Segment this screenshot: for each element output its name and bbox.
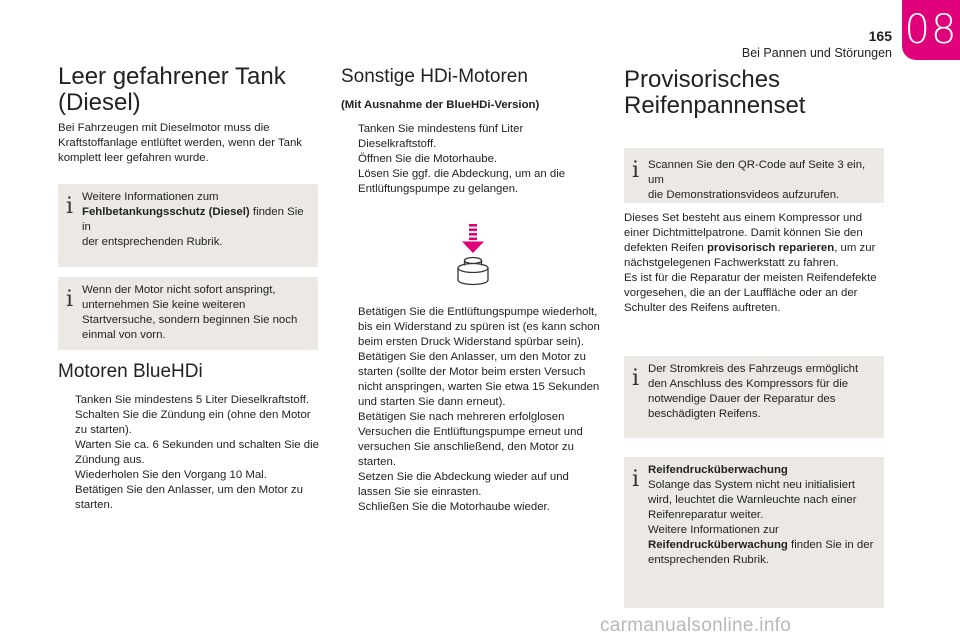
text-line: Es ist für die Reparatur der meisten Reifendefekte (624, 272, 877, 284)
pump-knob-icon (458, 258, 488, 285)
text-line: komplett leer gefahren wurde. (58, 152, 209, 164)
info-icon: i (66, 194, 74, 219)
text-line: vorgesehen, die an der Lauffläche oder an der (624, 287, 858, 299)
title-line: Provisorisches (624, 66, 781, 93)
list-item: Tanken Sie mindestens fünf Liter Dieselkraftstoff. (358, 123, 524, 150)
text-line: Weitere Informationen zur (648, 524, 779, 536)
info-box-tpms (624, 457, 884, 608)
section-title-hdi: Sonstige HDi-Motoren (341, 66, 528, 87)
text-line: Startversuche, sondern beginnen Sie noch (82, 314, 298, 326)
text-line: Kraftstoffanlage entlüftet werden, wenn der Tank (58, 137, 303, 149)
text-line: unternehmen Sie keine weiteren (82, 299, 246, 311)
text-line: beschädigten Reifens. (648, 408, 761, 420)
running-title: Bei Pannen und Störungen (741, 46, 892, 60)
list-item: Schließen Sie die Motorhaube wieder. (358, 501, 550, 513)
info-box-restart (58, 277, 318, 350)
text-fragment: finden Sie in (82, 206, 304, 233)
list-item: Öffnen Sie die Motorhaube. (358, 153, 498, 165)
text-line: Dieses Set besteht aus einem Kompressor und (624, 212, 863, 224)
text-line: notwendige Dauer der Reparatur des (648, 393, 836, 405)
info-icon: i (66, 287, 74, 312)
text-line: der entsprechenden Rubrik. (82, 236, 223, 248)
info-icon: i (632, 158, 640, 183)
text-line: wird, leuchtet die Warnleuchte nach einer (648, 494, 857, 506)
section-title-repair-kit (624, 67, 884, 119)
list-item: Lösen Sie ggf. die Abdeckung, um an die Entlüftungspumpe zu gelangen. (358, 168, 566, 195)
bold-text: provisorisch reparieren (706, 242, 835, 254)
text-line: einmal von vorn. (82, 329, 166, 341)
title-line: Leer gefahrener Tank (58, 63, 286, 90)
info-box-qr-code (624, 148, 884, 203)
bold-text: Fehlbetankungsschutz (Diesel) (82, 206, 250, 218)
list-item: Betätigen Sie den Anlasser, um den Motor zu starten. (75, 484, 303, 511)
list-item: Tanken Sie mindestens 5 Liter Dieselkraftstoff. (75, 394, 310, 406)
text-line: entsprechenden Rubrik. (648, 554, 769, 566)
hdi-steps-after (341, 305, 603, 515)
text-line: einer Dichtmittelpatrone. Damit können Sie den (624, 227, 863, 239)
bold-text: Reifendrucküberwachung (648, 539, 788, 551)
list-item: Betätigen Sie nach mehreren erfolglosen Versuchen die Entlüftungspumpe erneut und versuchen Sie anschließend, den Motor zu starten. (358, 411, 583, 468)
watermark: carmanualsonline.info (600, 615, 792, 636)
text-line: Weitere Informationen zum (82, 191, 219, 203)
chapter-tab (902, 0, 960, 60)
section-title-empty-tank (58, 64, 318, 116)
list-item: Setzen Sie die Abdeckung wieder auf und lassen Sie sie einrasten. (358, 471, 569, 498)
text-line: Wenn der Motor nicht sofort anspringt, (82, 284, 276, 296)
section-subtitle: (Mit Ausnahme der BlueHDi-Version) (341, 99, 540, 111)
list-item: Schalten Sie die Zündung ein (ohne den Motor zu starten). (75, 409, 311, 436)
priming-pump-icon (448, 222, 498, 290)
text-line: Solange das System nicht neu initialisiert (648, 479, 856, 491)
text-line (82, 205, 312, 235)
text-line: nächstgelegenen Fachwerkstatt zu fahren. (624, 257, 839, 269)
text-line: defekten Reifen provisorisch reparieren, um zur (624, 242, 876, 254)
text-line: Der Stromkreis des Fahrzeugs ermöglicht (648, 363, 859, 375)
press-arrow-icon (462, 224, 484, 253)
list-item: Betätigen Sie die Entlüftungspumpe wiederholt, bis ein Widerstand zu spüren ist (es kann schon beim ersten Druck Widerstand spürbar sein). (358, 306, 600, 348)
list-item: Wiederholen Sie den Vorgang 10 Mal. (75, 469, 267, 481)
text-line: Reifenreparatur weiter. (648, 509, 764, 521)
hdi-steps-before (341, 122, 603, 197)
intro-paragraph (58, 121, 320, 166)
text-line: den Anschluss des Kompressors für die (648, 378, 849, 390)
title-line: Reifenpannenset (624, 92, 806, 119)
text-line: die Demonstrationsvideos aufzurufen. (648, 189, 840, 201)
info-box-circuit (624, 356, 884, 438)
text-line: Schulter des Reifens auftreten. (624, 302, 781, 314)
chapter-number: 08 (904, 7, 958, 53)
info-icon: i (632, 366, 640, 391)
text-line: Scannen Sie den QR-Code auf Seite 3 ein, um (648, 159, 866, 186)
list-item: Warten Sie ca. 6 Sekunden und schalten Sie die Zündung aus. (75, 439, 319, 466)
text-line: Reifendrucküberwachung finden Sie in der (648, 539, 874, 551)
title-line: (Diesel) (58, 89, 141, 116)
info-icon: i (632, 467, 640, 492)
section-title-bluehdi: Motoren BlueHDi (58, 361, 203, 382)
page-number: 165 (868, 28, 892, 44)
repair-kit-paragraph (624, 211, 886, 316)
info-box-misfuel (58, 184, 318, 267)
list-item: Betätigen Sie den Anlasser, um den Motor zu starten (sollte der Motor beim ersten Versuch nicht anspringen, warten Sie etwa 15 Sekunden und starten Sie dann erneut). (358, 351, 600, 408)
bluehdi-steps (58, 393, 322, 513)
tpms-heading: Reifendrucküberwachung (648, 464, 788, 476)
text-line: Bei Fahrzeugen mit Dieselmotor muss die (58, 122, 270, 134)
